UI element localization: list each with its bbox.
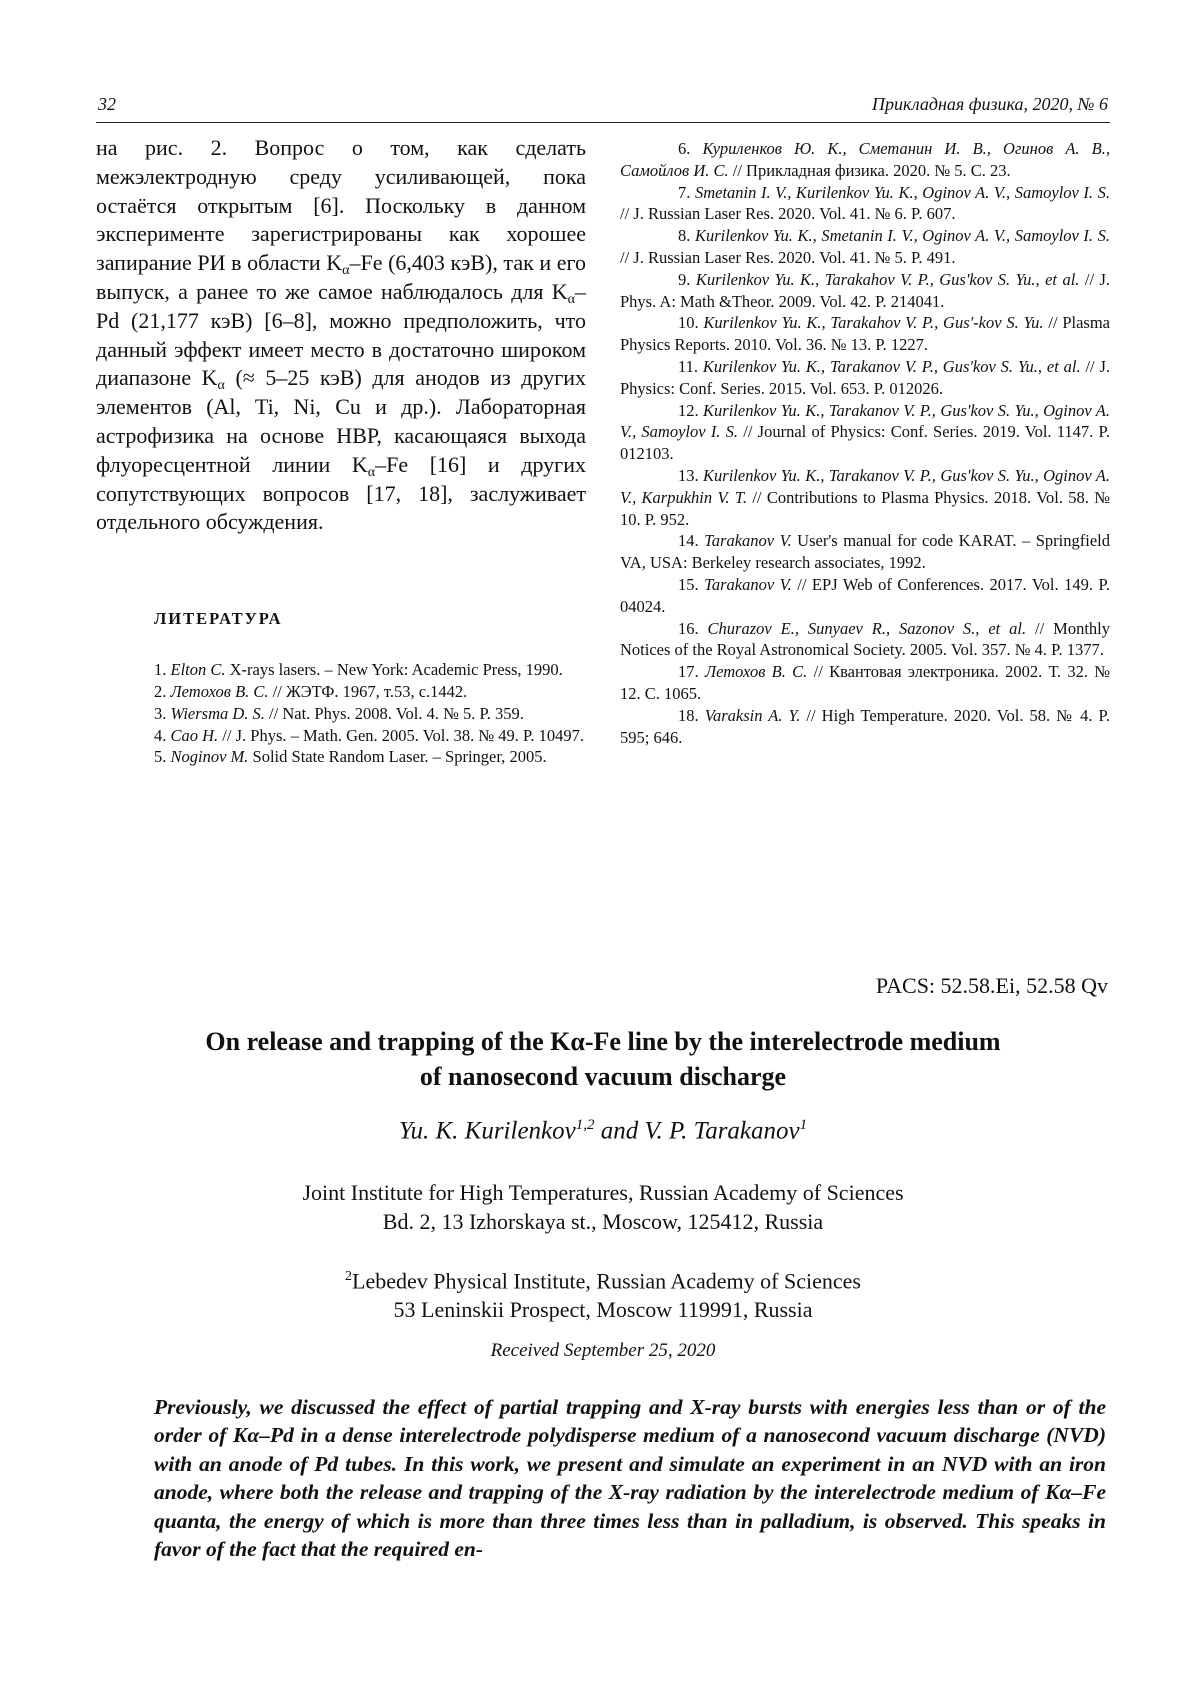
references-list-right [620,138,1110,748]
pacs-codes: PACS: 52.58.Ei, 52.58 Qv [875,973,1108,998]
literature-heading: ЛИТЕРАТУРА [154,609,283,629]
reference-item: 9. Kurilenkov Yu. K., Tarakahov V. P., Gus'kov S. Yu., et al. // J. Phys. A: Math &Theor. 2009. Vol. 42. P. 214041. [620,269,1110,311]
left-column [96,134,586,768]
reference-item: 16. Churazov E., Sunyaev R., Sazonov S., et al. // Monthly Notices of the Royal Astronomical Society. 2005. Vol. 357. № 4. P. 1377. [620,618,1110,660]
journal-title: Прикладная физика, 2020, № 6 [872,94,1108,114]
reference-item: 11. Kurilenkov Yu. K., Tarakanov V. P., Gus'kov S. Yu., et al. // J. Physics: Conf. Series. 2015. Vol. 653. P. 012026. [620,356,1110,398]
reference-item: 18. Varaksin A. Y. // High Temperature. 2020. Vol. 58. № 4. P. 595; 646. [620,705,1110,747]
page-header [96,92,1110,123]
reference-item: 10. Kurilenkov Yu. K., Tarakahov V. P., Gus'-kov S. Yu. // Plasma Physics Reports. 2010. Vol. 36. № 13. P. 1227. [620,313,1110,355]
reference-item: 13. Kurilenkov Yu. K., Tarakanov V. P., Gus'kov S. Yu., Oginov A. V., Karpukhin V. T. // Contributions to Plasma Physics. 2018. Vol. 58. № 10. P. 952. [620,465,1110,529]
affiliation-2: $^2$Lebedev Physical Institute, Russian Academy of Sciences 53 Leninskii Prospect, Moscow 119991, Russia [345,1268,861,1322]
reference-item: 17. Летохов В. С. // Квантовая электроника. 2002. Т. 32. № 12. С. 1065. [620,662,1111,703]
body-paragraph: на рис. 2. Вопрос о том, как сделать межэлектродную среду усиливающей, пока остаётся открытым [6]. Поскольку в данном эксперименте зарегистрированы как хорошее запирание РИ в области $K_\alpha-Fe$ (6,403 кэВ), так и его выпуск, а ранее то же самое наблюдалось для $K_\alpha-Pd$ (21,177 кэВ) [6–8], можно предположить, что данный эффект имеет место в достаточно широком диапазоне $K_\alpha$ (≈ 5–25 кэВ) для анодов из других элементов (Al, Ti, Ni, Cu и др.). Лабораторная астрофизика на основе НВР, касающаяся выхода флуоресцентной линии $K_\alpha-Fe$ [16] и других сопутствующих вопросов [17, 18], заслуживает отдельного обсуждения. [96,135,586,535]
references-list-left [96,659,586,768]
reference-item: 14. Tarakanov V. User's manual for code KARAT. – Springfield VA, USA: Berkeley research associates, 1992. [620,531,1110,573]
authors: Yu. K. Kurilenkov$^{1,2}$ and V. P. Tarakanov$^1$ [398,1117,808,1145]
reference-item: 1. Elton C. X-rays lasers. – New York: Academic Press, 1990. [154,660,563,680]
affiliation-1: Joint Institute for High Temperatures, Russian Academy of Sciences Bd. 2, 13 Izhorskaya st., Moscow, 125412, Russia [302,1180,904,1234]
received-date: Received September 25, 2020 [490,1340,716,1361]
reference-item: 5. Noginov M. Solid State Random Laser. – Springer, 2005. [154,747,547,767]
reference-item: 6. Куриленков Ю. К., Сметанин И. В., Огинов А. В., Самойлов И. С. // Прикладная физика. 2020. № 5. С. 23. [620,139,1110,180]
reference-item: 15. Tarakanov V. // EPJ Web of Conferences. 2017. Vol. 149. P. 04024. [620,574,1111,616]
reference-item: 3. Wiersma D. S. // Nat. Phys. 2008. Vol. 4. № 5. P. 359. [154,703,524,723]
reference-item: 7. Smetanin I. V., Kurilenkov Yu. K., Oginov A. V., Samoylov I. S. // J. Russian Laser Res. 2020. Vol. 41. № 6. P. 607. [620,182,1111,224]
reference-item: 4. Cao H. // J. Phys. – Math. Gen. 2005. Vol. 38. № 49. P. 10497. [154,725,584,745]
abstract: Previously, we discussed the effect of partial trapping and X-ray bursts with energies less than or of the order of Kα–Pd in a dense interelectrode polydisperse medium of a nanosecond vacuum discharge (NVD) with an anode of Pd tubes. In this work, we present and simulate an experiment in an NVD with an iron anode, where both the release and trapping of the X-ray radiation by the interelectrode medium of Kα–Fe quanta, the energy of which is more than three times less than in palladium, is observed. This speaks in favor of the fact that the required en- [154,1395,1106,1562]
page-number: 32 [98,94,116,114]
reference-item: 2. Летохов В. С. // ЖЭТФ. 1967, т.53, с.1442. [154,681,468,701]
reference-item: 12. Kurilenkov Yu. K., Tarakanov V. P., Gus'kov S. Yu., Oginov A. V., Samoylov I. S. // Journal of Physics: Conf. Series. 2019. Vol. 1147. P. 012103. [620,400,1110,464]
article-title: On release and trapping of the Kα-Fe line by the interelectrode medium of nanosecond vacuum discharge [205,1027,1001,1091]
reference-item: 8. Kurilenkov Yu. K., Smetanin I. V., Oginov A. V., Samoylov I. S. // J. Russian Laser Res. 2020. Vol. 41. № 5. P. 491. [620,226,1111,267]
